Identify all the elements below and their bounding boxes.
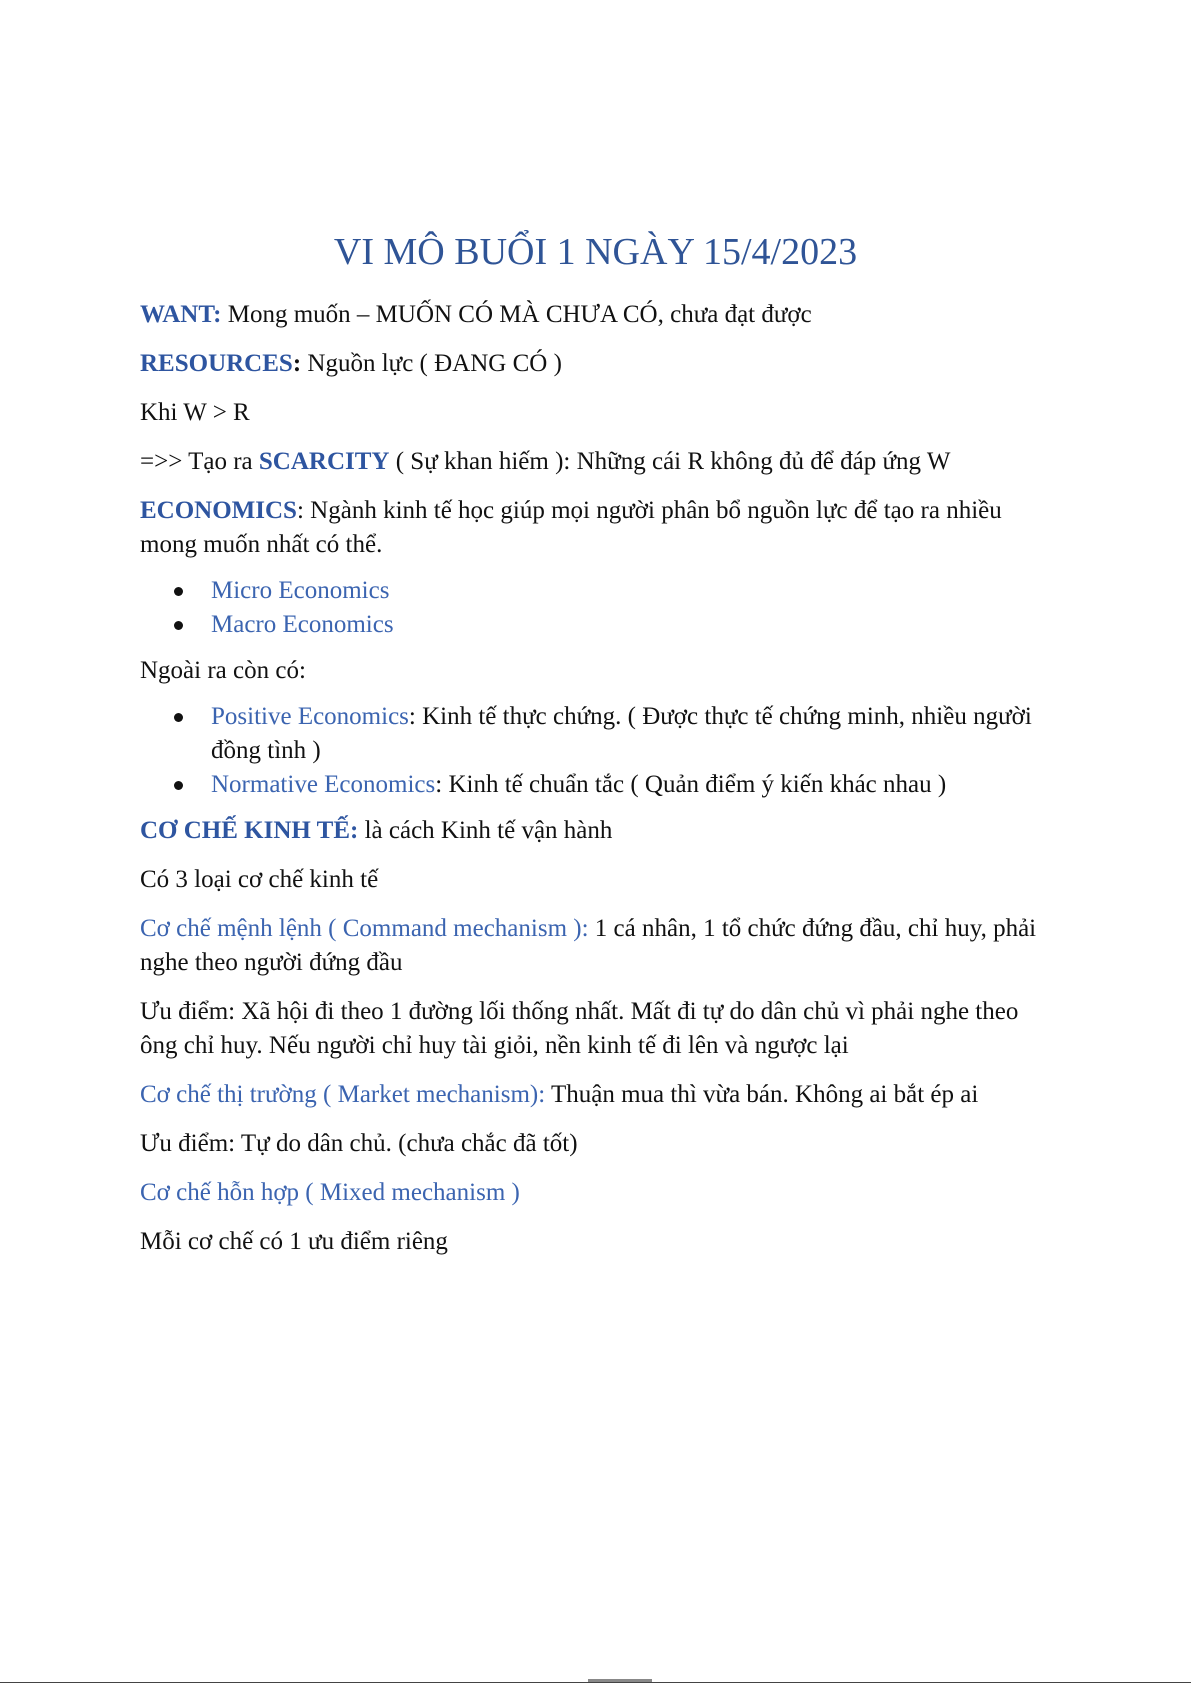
market-advantage: Ưu điểm: Tự do dân chủ. (chưa chắc đã tốt) bbox=[140, 1130, 578, 1157]
co-che-term: CƠ CHẾ KINH TẾ: bbox=[140, 817, 359, 844]
command-advantage: Ưu điểm: Xã hội đi theo 1 đường lối thống nhất. Mất đi tự do dân chủ vì phải nghe theo ông chỉ huy. Nếu người chỉ huy tài giỏi, nền kinh tế đi lên và ngược lại bbox=[140, 998, 1019, 1059]
list-item bbox=[140, 700, 1055, 768]
branch-macro: Macro Economics bbox=[211, 611, 394, 638]
co-che-text: là cách Kinh tế vận hành bbox=[358, 817, 613, 844]
branches-list bbox=[140, 574, 1055, 642]
ngoai-ra-paragraph: Ngoài ra còn có: bbox=[140, 657, 306, 684]
economics-term: ECONOMICS bbox=[140, 497, 297, 524]
mixed-note: Mỗi cơ chế có 1 ưu điểm riêng bbox=[140, 1228, 448, 1255]
resources-text: Nguồn lực ( ĐANG CÓ ) bbox=[301, 350, 562, 377]
document-body bbox=[140, 298, 1055, 1274]
mixed-term: Cơ chế hỗn hợp ( Mixed mechanism ) bbox=[140, 1179, 520, 1206]
page-bottom-mark bbox=[588, 1679, 652, 1682]
scarcity-paragraph bbox=[140, 445, 1055, 479]
market-paragraph bbox=[140, 1078, 1055, 1112]
bullet-icon bbox=[174, 587, 183, 596]
types-list bbox=[140, 700, 1055, 802]
normative-text: : Kinh tế chuẩn tắc ( Quản điểm ý kiến khác nhau ) bbox=[435, 771, 947, 798]
economics-text: : Ngành kinh tế học giúp mọi người phân bổ nguồn lực để tạo ra nhiều mong muốn nhất có thể. bbox=[140, 497, 1002, 558]
command-text: 1 cá nhân, 1 tổ chức đứng đầu, chỉ huy, phải nghe theo người đứng đầu bbox=[140, 915, 1037, 976]
mixed-paragraph bbox=[140, 1176, 1055, 1210]
co-che-paragraph bbox=[140, 814, 1055, 848]
page-title: VI MÔ BUỔI 1 NGÀY 15/4/2023 bbox=[333, 231, 858, 273]
command-paragraph bbox=[140, 912, 1055, 980]
want-term: WANT: bbox=[140, 301, 222, 328]
scarcity-text: ( Sự khan hiếm ): Những cái R không đủ để đáp ứng W bbox=[389, 448, 951, 475]
resources-term: RESOURCES bbox=[140, 350, 293, 377]
bullet-icon bbox=[174, 621, 183, 630]
normative-term: Normative Economics bbox=[211, 771, 436, 798]
market-term: Cơ chế thị trường ( Market mechanism): bbox=[140, 1081, 546, 1108]
market-text: Thuận mua thì vừa bán. Không ai bắt ép ai bbox=[545, 1081, 979, 1108]
page-bottom-rule bbox=[0, 1682, 1191, 1683]
resources-colon: : bbox=[292, 350, 302, 377]
list-item bbox=[140, 608, 1055, 642]
positive-text: : Kinh tế thực chứng. ( Được thực tế chứng minh, nhiều người đồng tình ) bbox=[211, 703, 1032, 764]
branch-micro: Micro Economics bbox=[211, 577, 390, 604]
khi-paragraph: Khi W > R bbox=[140, 399, 250, 426]
positive-term: Positive Economics bbox=[211, 703, 409, 730]
want-paragraph bbox=[140, 298, 1055, 332]
bullet-icon bbox=[174, 713, 183, 722]
want-text: Mong muốn – MUỐN CÓ MÀ CHƯA CÓ, chưa đạt được bbox=[221, 301, 812, 328]
bullet-icon bbox=[174, 781, 183, 790]
scarcity-term: SCARCITY bbox=[258, 448, 390, 475]
command-term: Cơ chế mệnh lệnh ( Command mechanism ): bbox=[140, 915, 589, 942]
list-item bbox=[140, 768, 1055, 802]
resources-paragraph bbox=[140, 347, 1055, 381]
scarcity-pre: =>> Tạo ra bbox=[140, 448, 259, 475]
list-item bbox=[140, 574, 1055, 608]
economics-paragraph bbox=[140, 494, 1055, 562]
co-3-paragraph: Có 3 loại cơ chế kinh tế bbox=[140, 866, 379, 893]
